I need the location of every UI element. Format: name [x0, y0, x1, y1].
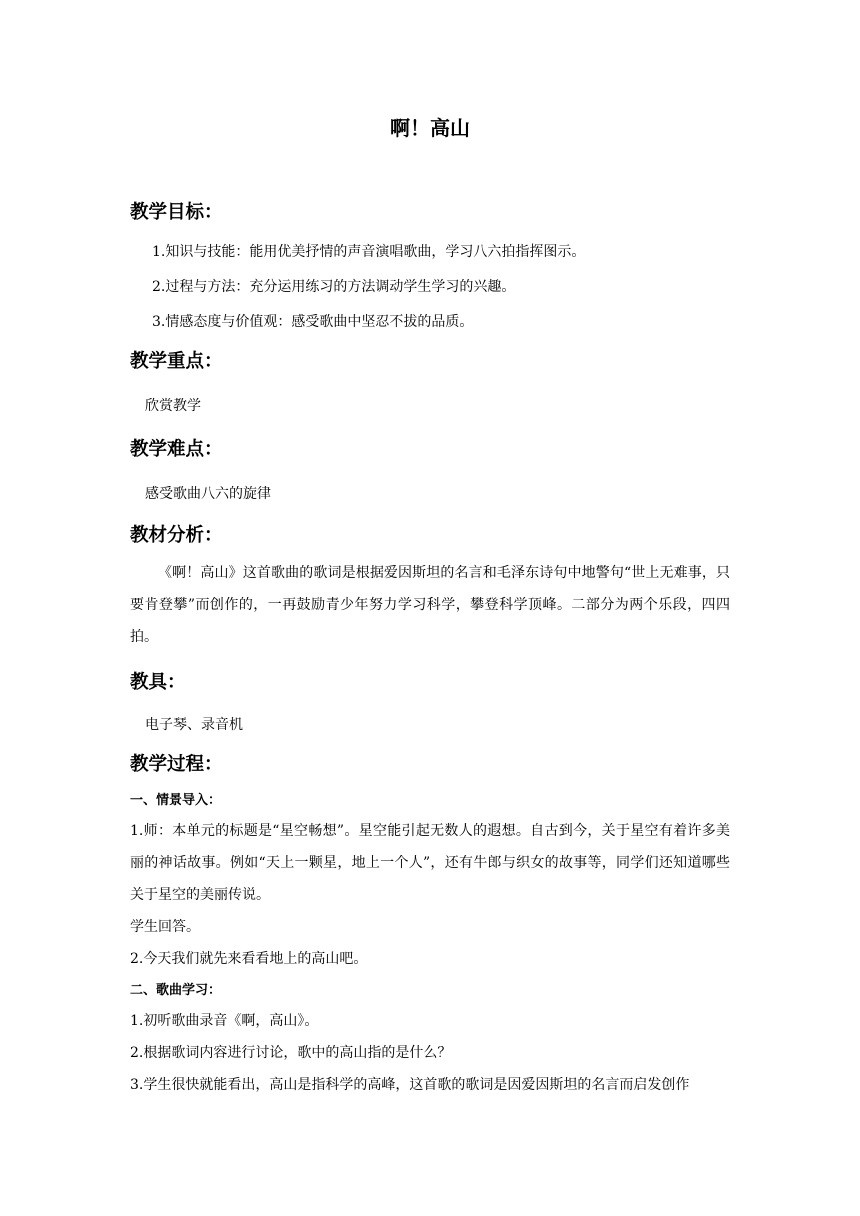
- objectives-heading: 教学目标：: [130, 202, 223, 223]
- section2-heading: 二、歌曲学习：: [130, 983, 222, 998]
- tools-text: 电子琴、录音机: [145, 717, 243, 733]
- objective-item-1: 1.知识与技能：能用优美抒情的声音演唱歌曲，学习八六拍指挥图示。: [152, 244, 586, 260]
- objective-item-3: 3.情感态度与价值观：感受歌曲中坚忍不拔的品质。: [152, 314, 474, 330]
- process-heading: 教学过程：: [130, 754, 223, 775]
- document-title: 啊！高山: [390, 116, 470, 140]
- section1-heading: 一、情景导入：: [130, 793, 222, 808]
- analysis-text: 《啊！高山》这首歌曲的歌词是根据爱因斯坦的名言和毛泽东诗句中地警句“世上无难事，只要肯登攀”而创作的，一再鼓励青少年努力学习科学，攀登科学顶峰。二部分为两个乐段，四四拍。: [130, 565, 730, 645]
- difficulties-text: 感受歌曲八六的旋律: [145, 486, 271, 502]
- section2-paragraph-2: 2.根据歌词内容进行讨论，歌中的高山指的是什么？: [130, 1045, 452, 1061]
- key-points-heading: 教学重点：: [130, 351, 223, 372]
- section1-paragraph-1: 1.师：本单元的标题是“星空畅想”。星空能引起无数人的遐想。自古到今，关于星空有着许多美丽的神话故事。例如“天上一颗星，地上一个人”，还有牛郎与织女的故事等，同学们还知道哪些关于星空的美丽传说。: [130, 823, 730, 903]
- section1-paragraph-3: 2.今天我们就先来看看地上的高山吧。: [130, 951, 368, 967]
- tools-heading: 教具：: [130, 672, 186, 693]
- difficulties-heading: 教学难点：: [130, 439, 223, 460]
- document-body: [130, 199, 730, 1101]
- objective-item-2: 2.过程与方法：充分运用练习的方法调动学生学习的兴趣。: [152, 279, 516, 295]
- section1-paragraph-2: 学生回答。: [130, 919, 200, 935]
- key-points-text: 欣赏教学: [145, 398, 201, 414]
- analysis-heading: 教材分析：: [130, 525, 223, 546]
- section2-paragraph-3: 3.学生很快就能看出，高山是指科学的高峰，这首歌的歌词是因爱因斯坦的名言而启发创作: [130, 1077, 690, 1093]
- section2-paragraph-1: 1.初听歌曲录音《啊，高山》。: [130, 1013, 319, 1029]
